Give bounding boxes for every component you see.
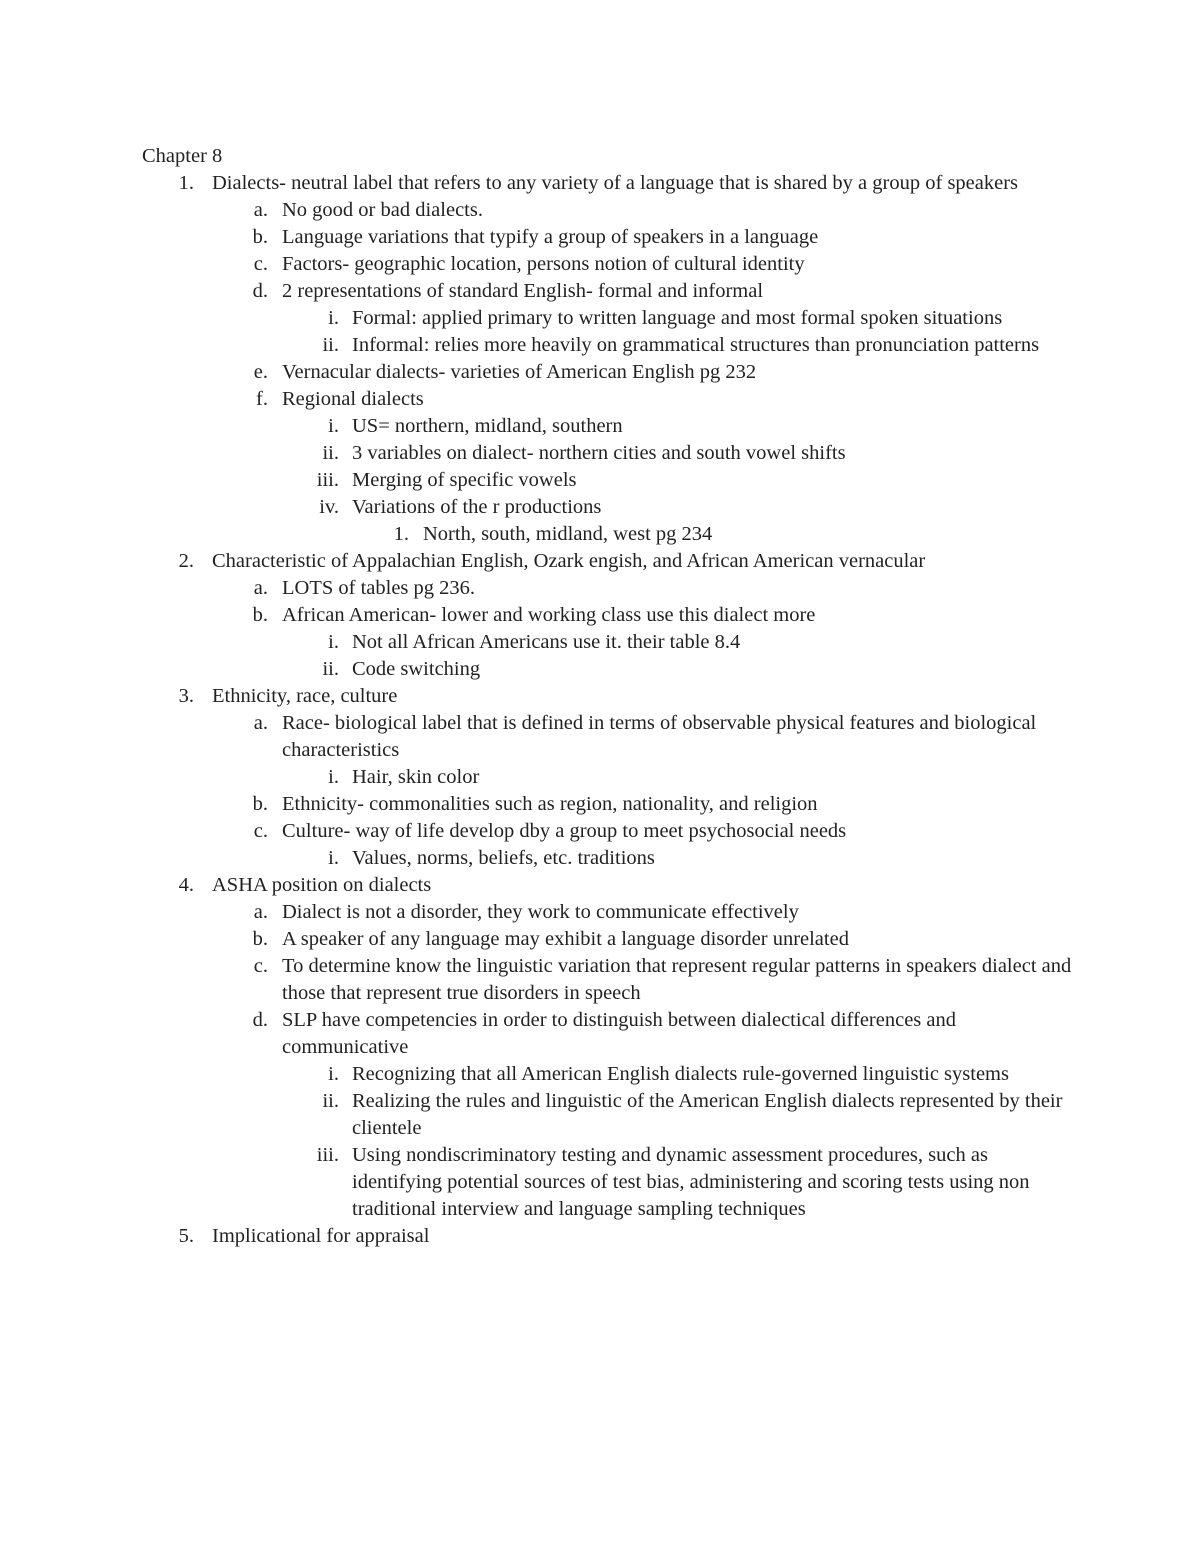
outline-item: [142, 1007, 1082, 1061]
list-marker: iii.: [316, 469, 339, 491]
list-marker: c.: [253, 820, 268, 842]
list-marker: b.: [252, 793, 268, 815]
outline-item: [142, 602, 1082, 629]
list-item-text: Dialects- neutral label that refers to any variety of a language that is shared by a group of speakers: [212, 172, 1019, 194]
outline-item: [142, 521, 1082, 548]
list-marker: 5.: [178, 1225, 194, 1247]
list-marker: 4.: [178, 874, 194, 896]
outline-item: [142, 197, 1082, 224]
outline-item: [142, 305, 1082, 332]
list-marker: i.: [328, 415, 339, 437]
list-item-text: Realizing the rules and linguistic of the American English dialects represented by their clientele: [352, 1090, 1063, 1139]
list-marker: ii.: [322, 1090, 339, 1112]
list-item-text: 2 representations of standard English- formal and informal: [282, 280, 764, 302]
list-item-text: Ethnicity- commonalities such as region, nationality, and religion: [282, 793, 818, 815]
list-marker: i.: [328, 766, 339, 788]
list-item-text: Language variations that typify a group of speakers in a language: [282, 226, 819, 248]
outline-item: [142, 413, 1082, 440]
outline-item: [142, 1088, 1082, 1142]
outline-item: [142, 872, 1082, 899]
list-item-text: No good or bad dialects.: [282, 199, 483, 221]
list-marker: ii.: [322, 658, 339, 680]
list-item-text: 3 variables on dialect- northern cities and south vowel shifts: [352, 442, 846, 464]
list-marker: d.: [252, 280, 268, 302]
list-item-text: Values, norms, beliefs, etc. traditions: [352, 847, 655, 869]
list-marker: c.: [253, 955, 268, 977]
outline-item: [142, 710, 1082, 764]
list-item-text: Not all African Americans use it. their table 8.4: [352, 631, 741, 653]
outline-item: [142, 791, 1082, 818]
list-marker: iv.: [319, 496, 339, 518]
outline-item: [142, 629, 1082, 656]
document-body: [142, 143, 1082, 1250]
outline-item: [142, 683, 1082, 710]
outline-item: [142, 440, 1082, 467]
outline-item: [142, 278, 1082, 305]
list-marker: i.: [328, 307, 339, 329]
outline-item: [142, 359, 1082, 386]
list-item-text: Factors- geographic location, persons notion of cultural identity: [282, 253, 805, 275]
list-marker: f.: [256, 388, 268, 410]
list-item-text: To determine know the linguistic variation that represent regular patterns in speakers dialect and those that represent true disorders in speech: [282, 955, 1072, 1004]
list-marker: a.: [253, 577, 268, 599]
list-marker: 1.: [393, 523, 409, 545]
list-item-text: Formal: applied primary to written language and most formal spoken situations: [352, 307, 1003, 329]
outline-item: [142, 548, 1082, 575]
list-marker: i.: [328, 631, 339, 653]
list-marker: 3.: [178, 685, 194, 707]
list-marker: b.: [252, 604, 268, 626]
outline-item: [142, 170, 1082, 197]
list-item-text: Ethnicity, race, culture: [212, 685, 398, 707]
outline-item: [142, 899, 1082, 926]
list-marker: i.: [328, 847, 339, 869]
list-marker: b.: [252, 226, 268, 248]
outline-item: [142, 494, 1082, 521]
list-marker: c.: [253, 253, 268, 275]
list-item-text: Vernacular dialects- varieties of American English pg 232: [282, 361, 757, 383]
outline-item: [142, 467, 1082, 494]
outline-item: [142, 1223, 1082, 1250]
outline-item: [142, 764, 1082, 791]
list-item-text: Code switching: [352, 658, 481, 680]
outline-item: [142, 224, 1082, 251]
list-marker: ii.: [322, 442, 339, 464]
list-marker: i.: [328, 1063, 339, 1085]
outline-item: [142, 575, 1082, 602]
outline-item: [142, 251, 1082, 278]
list-marker: a.: [253, 712, 268, 734]
list-item-text: LOTS of tables pg 236.: [282, 577, 476, 599]
list-item-text: Using nondiscriminatory testing and dynamic assessment procedures, such as identifying potential sources of test bias, administering and scoring tests using non traditional interview and language sampling techniques: [352, 1144, 1030, 1220]
list-item-text: North, south, midland, west pg 234: [423, 523, 713, 545]
list-item-text: Variations of the r productions: [352, 496, 602, 518]
list-item-text: Dialect is not a disorder, they work to communicate effectively: [282, 901, 799, 923]
list-item-text: ASHA position on dialects: [212, 874, 432, 896]
list-item-text: Implicational for appraisal: [212, 1225, 430, 1247]
outline-item: [142, 656, 1082, 683]
list-item-text: Regional dialects: [282, 388, 424, 410]
list-item-text: SLP have competencies in order to distinguish between dialectical differences and communicative: [282, 1009, 956, 1058]
list-marker: iii.: [316, 1144, 339, 1166]
list-marker: e.: [253, 361, 268, 383]
list-marker: 2.: [178, 550, 194, 572]
list-item-text: Characteristic of Appalachian English, Ozark engish, and African American vernacular: [212, 550, 926, 572]
outline-item: [142, 1061, 1082, 1088]
list-marker: a.: [253, 199, 268, 221]
list-item-text: African American- lower and working class use this dialect more: [282, 604, 816, 626]
outline-list: [142, 170, 1082, 1250]
list-item-text: Informal: relies more heavily on grammatical structures than pronunciation patterns: [352, 334, 1040, 356]
list-item-text: A speaker of any language may exhibit a language disorder unrelated: [282, 928, 849, 950]
list-marker: d.: [252, 1009, 268, 1031]
page-title: Chapter 8: [142, 145, 223, 167]
list-item-text: US= northern, midland, southern: [352, 415, 623, 437]
list-marker: b.: [252, 928, 268, 950]
list-item-text: Hair, skin color: [352, 766, 480, 788]
list-item-text: Culture- way of life develop dby a group to meet psychosocial needs: [282, 820, 847, 842]
outline-item: [142, 332, 1082, 359]
list-marker: 1.: [178, 172, 194, 194]
outline-item: [142, 926, 1082, 953]
outline-item: [142, 818, 1082, 845]
outline-item: [142, 386, 1082, 413]
list-marker: a.: [253, 901, 268, 923]
outline-item: [142, 953, 1082, 1007]
list-item-text: Recognizing that all American English dialects rule-governed linguistic systems: [352, 1063, 1009, 1085]
list-item-text: Merging of specific vowels: [352, 469, 577, 491]
list-marker: ii.: [322, 334, 339, 356]
outline-item: [142, 845, 1082, 872]
list-item-text: Race- biological label that is defined in terms of observable physical features and biological characteristics: [282, 712, 1037, 761]
outline-item: [142, 1142, 1082, 1223]
